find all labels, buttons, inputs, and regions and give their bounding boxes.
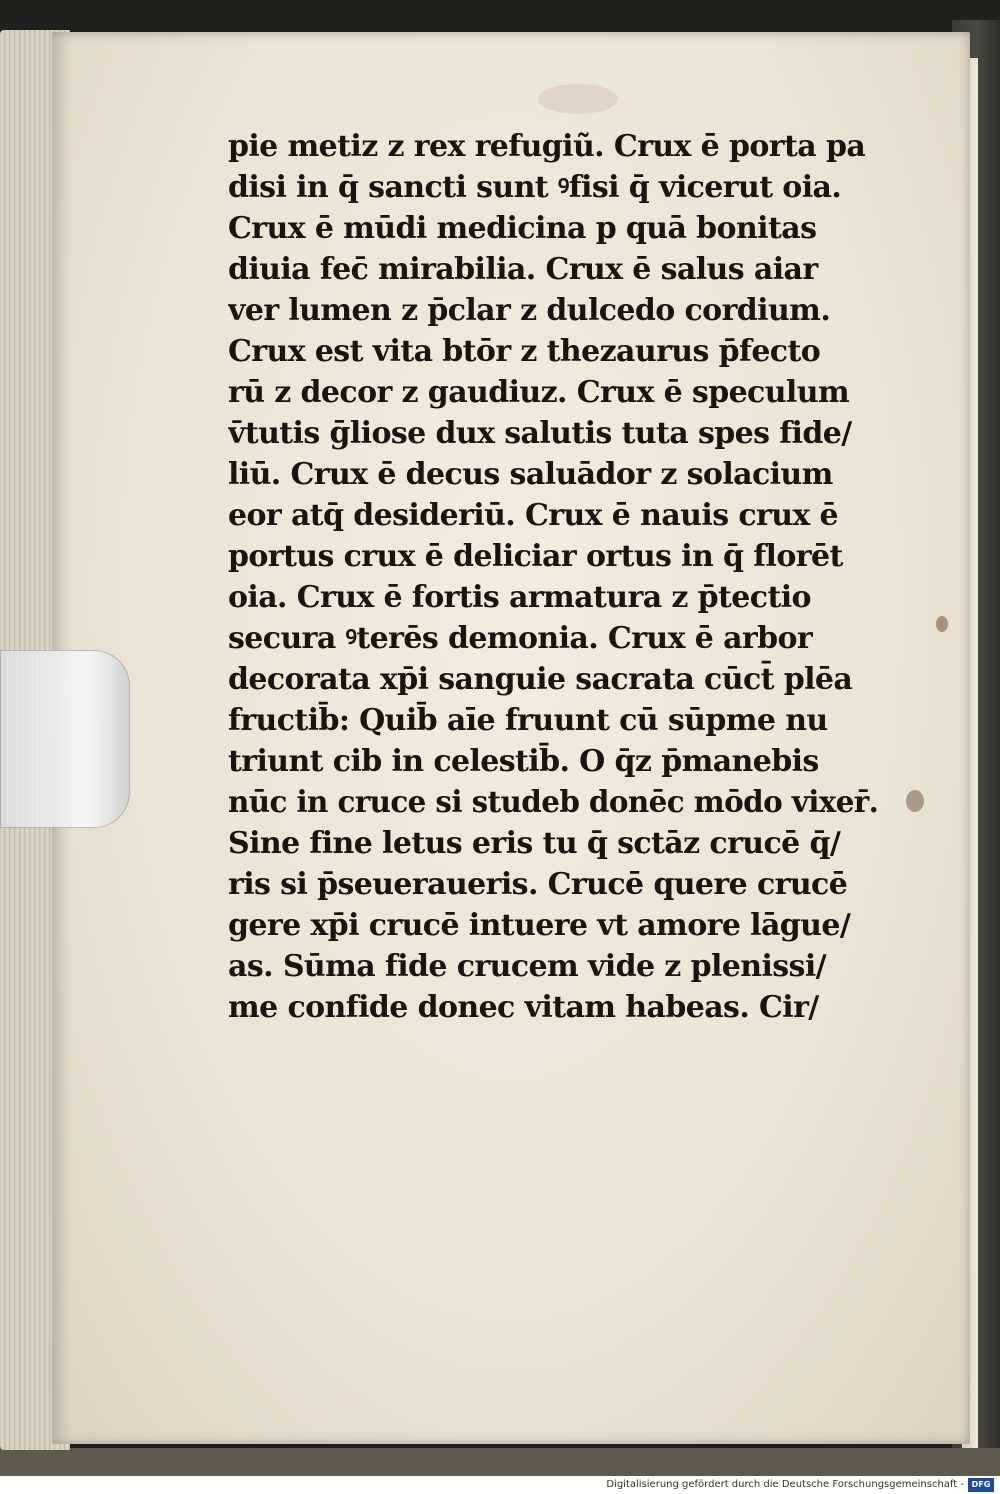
text-line: diuia fec̄ mirabilia. Crux ē salus aiar xyxy=(228,252,818,287)
stain-spot xyxy=(936,616,948,632)
text-line: rū z decor z gaudiuz. Crux ē speculum xyxy=(228,375,850,410)
text-line: oia. Crux ē fortis armatura z p̄tectio xyxy=(228,580,811,615)
text-line: nūc in cruce si studeb donēc mōdo vixer̄. xyxy=(228,785,879,820)
footer-bar xyxy=(0,1476,1000,1494)
book-clip xyxy=(0,650,130,828)
text-line: secura ꝰterēs demonia. Crux ē arbor xyxy=(228,621,813,656)
text-line: Crux ē mūdi medicina p quā bonitas xyxy=(228,211,817,246)
text-line: as. Sūma fide crucem vide z plenissi/ xyxy=(228,949,826,984)
faded-stamp xyxy=(538,84,618,114)
text-line: disi in q̄ sancti sunt ꝰfisi q̄ vicerut oia. xyxy=(228,170,842,205)
text-line: me confide donec vitam habeas. Cir/ xyxy=(228,990,819,1025)
text-line: triunt cib in celestib̄. O q̄z p̄manebis xyxy=(228,744,819,779)
text-line: eor atq̄ desideriū. Crux ē nauis crux ē xyxy=(228,498,839,533)
stain-spot xyxy=(906,790,924,812)
text-line: pie metiz z rex refugiũ. Crux ē porta pa xyxy=(228,129,866,164)
text-line: decorata xp̄i sanguie sacrata cūct̄ plēa xyxy=(228,662,853,697)
text-line: ver lumen z p̄clar z dulcedo cordium. xyxy=(228,293,831,328)
book-cover-bottom xyxy=(0,1448,1000,1476)
text-line: liū. Crux ē decus saluādor z solacium xyxy=(228,457,833,492)
text-line: v̄tutis ḡliose dux salutis tuta spes fide/ xyxy=(228,416,852,451)
text-line: Sine fine letus eris tu q̄ sctāz crucē q̄/ xyxy=(228,826,841,861)
text-block xyxy=(228,126,878,1028)
text-line: gere xp̄i crucē intuere vt amore lāgue/ xyxy=(228,908,851,943)
dfg-logo[interactable]: DFG xyxy=(968,1478,994,1492)
text-line: fructib̄: Quib̄ aīe fruunt cū sūpme nu xyxy=(228,703,828,738)
text-line: Crux est vita btōr z thezaurus p̄fecto xyxy=(228,334,821,369)
text-line: portus crux ē deliciar ortus in q̄ florēt xyxy=(228,539,843,574)
text-line: ris si p̄seueraueris. Crucē quere crucē xyxy=(228,867,848,902)
footer-credit: Digitalisierung gefördert durch die Deutsche Forschungsgemeinschaft - xyxy=(606,1479,964,1490)
